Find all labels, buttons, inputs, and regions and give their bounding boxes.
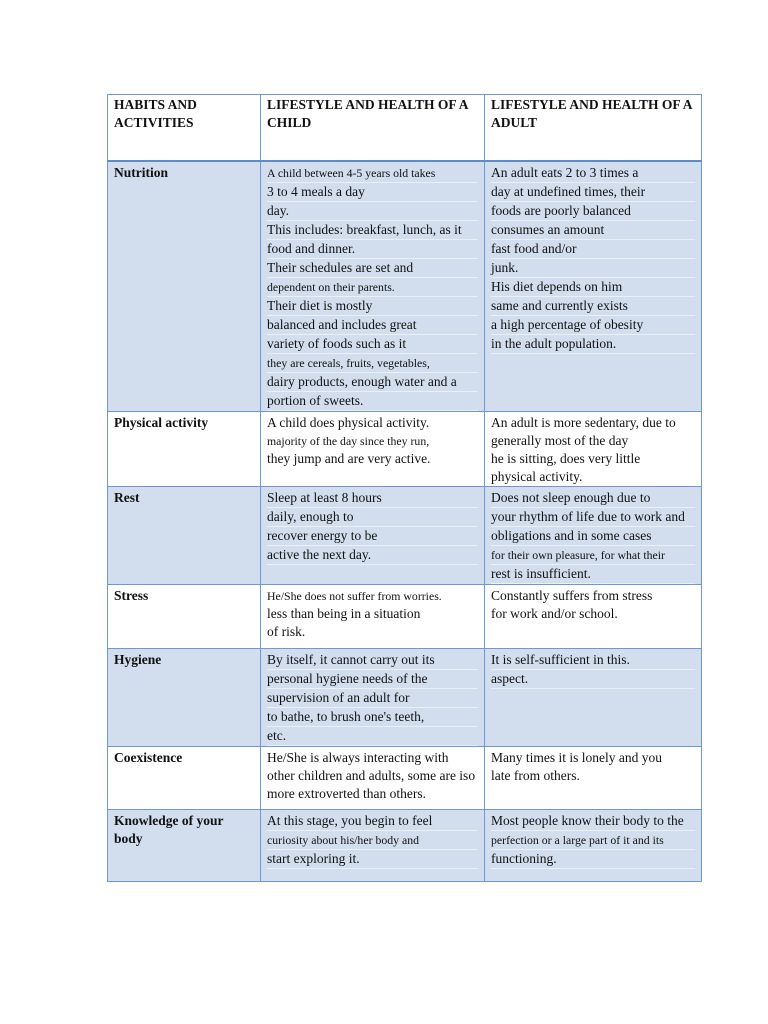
cell-adult xyxy=(485,412,702,487)
cell-text-line: he is sitting, does very little xyxy=(491,451,641,466)
cell-text-line: It is self-sufficient in this. xyxy=(491,651,695,670)
cell-adult xyxy=(485,161,702,412)
table-header-row xyxy=(108,95,702,162)
table-row xyxy=(108,747,702,810)
cell-text-line: more extroverted than others. xyxy=(267,786,426,801)
cell-text-line: Most people know their body to the xyxy=(491,812,695,831)
cell-text-line: of risk. xyxy=(267,624,306,639)
row-label: Nutrition xyxy=(108,161,261,412)
cell-text-line: recover energy to be xyxy=(267,527,478,546)
cell-child xyxy=(261,649,485,747)
cell-text-line: dependent on their parents. xyxy=(267,278,478,297)
row-label: Rest xyxy=(108,487,261,585)
cell-text-line: day. xyxy=(267,202,478,221)
header-line: LIFESTYLE AND HEALTH OF A xyxy=(267,97,469,112)
cell-text-line: rest is insufficient. xyxy=(491,565,695,584)
cell-text-line: functioning. xyxy=(491,850,695,869)
cell-text-line: Many times it is lonely and you xyxy=(491,750,662,765)
cell-text-line: Constantly suffers from stress xyxy=(491,588,653,603)
cell-text-line: same and currently exists xyxy=(491,297,695,316)
cell-text-line: This includes: breakfast, lunch, as it xyxy=(267,221,478,240)
header-line: HABITS AND xyxy=(114,97,197,112)
cell-text-line: obligations and in some cases xyxy=(491,527,695,546)
table-row xyxy=(108,487,702,585)
cell-child xyxy=(261,747,485,810)
header-line: LIFESTYLE AND HEALTH OF A xyxy=(491,97,693,112)
cell-text-line: late from others. xyxy=(491,768,580,783)
cell-text-line: consumes an amount xyxy=(491,221,695,240)
cell-text-line: daily, enough to xyxy=(267,508,478,527)
cell-text-line: balanced and includes great xyxy=(267,316,478,335)
cell-text-line: He/She does not suffer from worries. xyxy=(267,589,442,603)
cell-text-line: Sleep at least 8 hours xyxy=(267,489,478,508)
cell-text-line: By itself, it cannot carry out its xyxy=(267,651,478,670)
row-label: Physical activity xyxy=(108,412,261,487)
cell-text-line: active the next day. xyxy=(267,546,478,565)
table-row xyxy=(108,161,702,412)
cell-adult xyxy=(485,585,702,649)
cell-text-line: Their diet is mostly xyxy=(267,297,478,316)
row-label: Knowledge of your body xyxy=(108,810,261,882)
cell-text-line: they jump and are very active. xyxy=(267,451,431,466)
cell-text-line: Their schedules are set and xyxy=(267,259,478,278)
cell-text-line: for work and/or school. xyxy=(491,606,618,621)
cell-text-line: A child between 4-5 years old takes xyxy=(267,164,478,183)
cell-text-line: dairy products, enough water and a xyxy=(267,373,478,392)
cell-text-line: variety of foods such as it xyxy=(267,335,478,354)
cell-text-line: aspect. xyxy=(491,670,695,689)
cell-text-line: curiosity about his/her body and xyxy=(267,831,478,850)
cell-adult xyxy=(485,649,702,747)
header-line: ACTIVITIES xyxy=(114,115,194,130)
cell-text-line: etc. xyxy=(267,727,478,746)
cell-text-line: personal hygiene needs of the xyxy=(267,670,478,689)
table-row xyxy=(108,412,702,487)
cell-adult xyxy=(485,747,702,810)
row-label: Hygiene xyxy=(108,649,261,747)
lifestyle-comparison-table xyxy=(107,94,702,882)
cell-text-line: in the adult population. xyxy=(491,335,695,354)
table-row xyxy=(108,810,702,882)
cell-text-line: Does not sleep enough due to xyxy=(491,489,695,508)
row-label: Coexistence xyxy=(108,747,261,810)
cell-text-line: they are cereals, fruits, vegetables, xyxy=(267,354,478,373)
header-line: ADULT xyxy=(491,115,538,130)
cell-text-line: less than being in a situation xyxy=(267,606,421,621)
cell-text-line: for their own pleasure, for what their xyxy=(491,546,695,565)
cell-child xyxy=(261,487,485,585)
cell-text-line: day at undefined times, their xyxy=(491,183,695,202)
cell-text-line: 3 to 4 meals a day xyxy=(267,183,478,202)
cell-text-line: a high percentage of obesity xyxy=(491,316,695,335)
cell-adult xyxy=(485,487,702,585)
table-row xyxy=(108,585,702,649)
cell-text-line: supervision of an adult for xyxy=(267,689,478,708)
cell-text-line: At this stage, you begin to feel xyxy=(267,812,478,831)
cell-child xyxy=(261,412,485,487)
table-row xyxy=(108,649,702,747)
cell-text-line: A child does physical activity. xyxy=(267,415,430,430)
cell-text-line: fast food and/or xyxy=(491,240,695,259)
cell-child xyxy=(261,810,485,882)
cell-text-line: foods are poorly balanced xyxy=(491,202,695,221)
cell-text-line: An adult eats 2 to 3 times a xyxy=(491,164,695,183)
cell-text-line: generally most of the day xyxy=(491,433,629,448)
cell-text-line: to bathe, to brush one's teeth, xyxy=(267,708,478,727)
cell-text-line: your rhythm of life due to work and xyxy=(491,508,695,527)
cell-text-line: physical activity. xyxy=(491,469,583,484)
header-adult xyxy=(485,95,702,162)
header-habits xyxy=(108,95,261,162)
cell-text-line: start exploring it. xyxy=(267,850,478,869)
header-child xyxy=(261,95,485,162)
cell-text-line: food and dinner. xyxy=(267,240,478,259)
cell-text-line: other children and adults, some are iso xyxy=(267,768,476,783)
cell-text-line: He/She is always interacting with xyxy=(267,750,449,765)
cell-text-line: portion of sweets. xyxy=(267,392,478,411)
cell-text-line: perfection or a large part of it and its xyxy=(491,831,695,850)
cell-text-line: His diet depends on him xyxy=(491,278,695,297)
cell-child xyxy=(261,161,485,412)
cell-child xyxy=(261,585,485,649)
cell-adult xyxy=(485,810,702,882)
header-line: CHILD xyxy=(267,115,312,130)
row-label: Stress xyxy=(108,585,261,649)
cell-text-line: junk. xyxy=(491,259,695,278)
cell-text-line: majority of the day since they run, xyxy=(267,434,430,448)
cell-text-line: An adult is more sedentary, due to xyxy=(491,415,676,430)
